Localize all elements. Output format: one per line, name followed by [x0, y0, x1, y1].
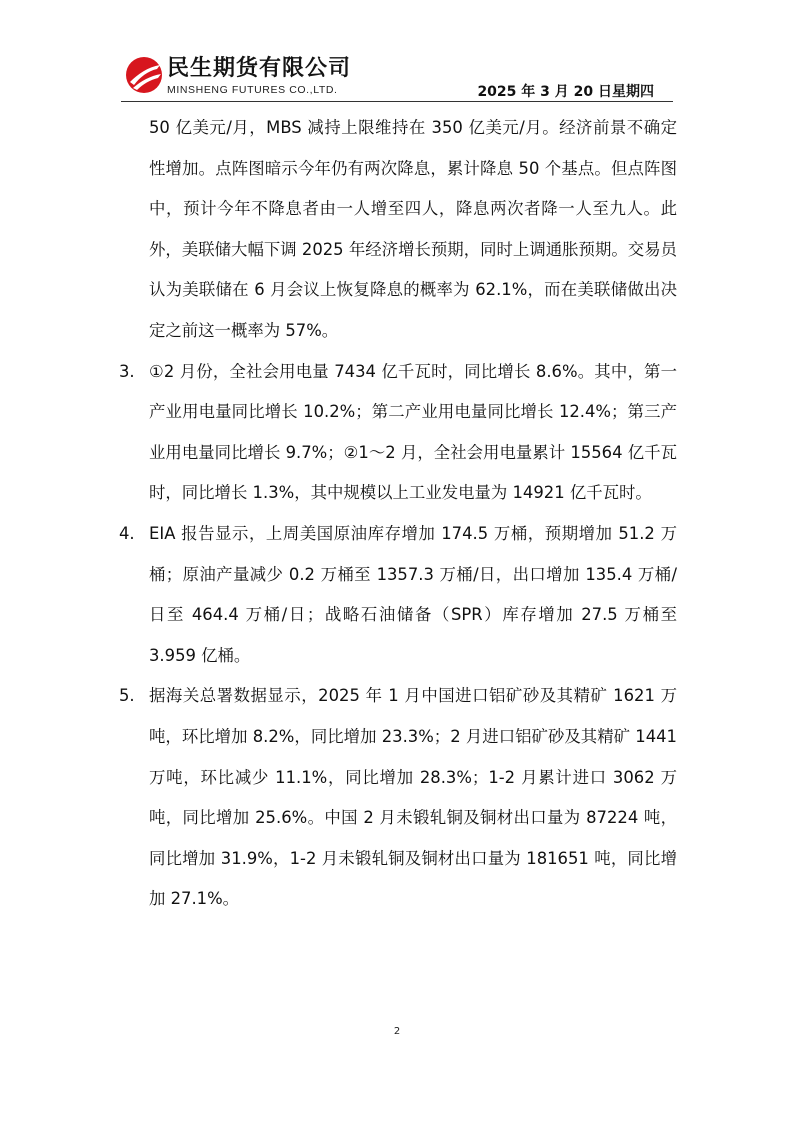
list-item-text: ①2 月份，全社会用电量 7434 亿千瓦时，同比增长 8.6%。其中，第一产业用电量同比增长 10.2%；第二产业用电量同比增长 12.4%；第三产业用电量同比增长 9.7%；②1～2 月，全社会用电量累计 15564 亿千瓦时，同比增长 1.3%，其中规模以上工业发电量为 14921 亿千瓦时。: [149, 361, 677, 503]
minsheng-logo-icon: [124, 55, 164, 95]
header-divider: [121, 101, 673, 102]
list-item: [117, 514, 677, 676]
continued-paragraph: 50 亿美元/月，MBS 减持上限维持在 350 亿美元/月。经济前景不确定性增加。点阵图暗示今年仍有两次降息，累计降息 50 个基点。但点阵图中，预计今年不降息者由一人增至四人，降息两次者降一人至九人。此外，美联储大幅下调 2025 年经济增长预期，同时上调通胀预期。交易员认为美联储在 6 月会议上恢复降息的概率为 62.1%，而在美联储做出决定之前这一概率为 57%。: [149, 118, 677, 340]
document-body: [117, 108, 677, 920]
company-name-cn: 民生期货有限公司: [167, 56, 352, 81]
list-item-number: 3.: [119, 361, 135, 381]
list-item: [117, 676, 677, 920]
list-item-text: EIA 报告显示，上周美国原油库存增加 174.5 万桶，预期增加 51.2 万桶；原油产量减少 0.2 万桶至 1357.3 万桶/日，出口增加 135.4 万桶/日至 464.4 万桶/日；战略石油储备（SPR）库存增加 27.5 万桶至 3.959 亿桶。: [149, 523, 677, 665]
report-date: 2025 年 3 月 20 日星期四: [477, 84, 654, 100]
page-header: [0, 0, 794, 110]
list-item-text: 据海关总署数据显示，2025 年 1 月中国进口铝矿砂及其精矿 1621 万吨，环比增加 8.2%，同比增加 23.3%；2 月进口铝矿砂及其精矿 1441 万吨，环比减少 11.1%，同比增加 28.3%；1-2 月累计进口 3062 万吨，同比增加 25.6%。中国 2 月未锻轧铜及铜材出口量为 87224 吨，同比增加 31.9%，1-2 月未锻轧铜及铜材出口量为 181651 吨，同比增加 27.1%。: [149, 686, 677, 909]
list-item: [117, 352, 677, 514]
page-number: 2: [393, 1026, 401, 1037]
list-item-number: 4.: [119, 523, 135, 543]
company-name-en: MINSHENG FUTURES CO.,LTD.: [167, 84, 338, 96]
list-item-number: 5.: [119, 686, 135, 706]
